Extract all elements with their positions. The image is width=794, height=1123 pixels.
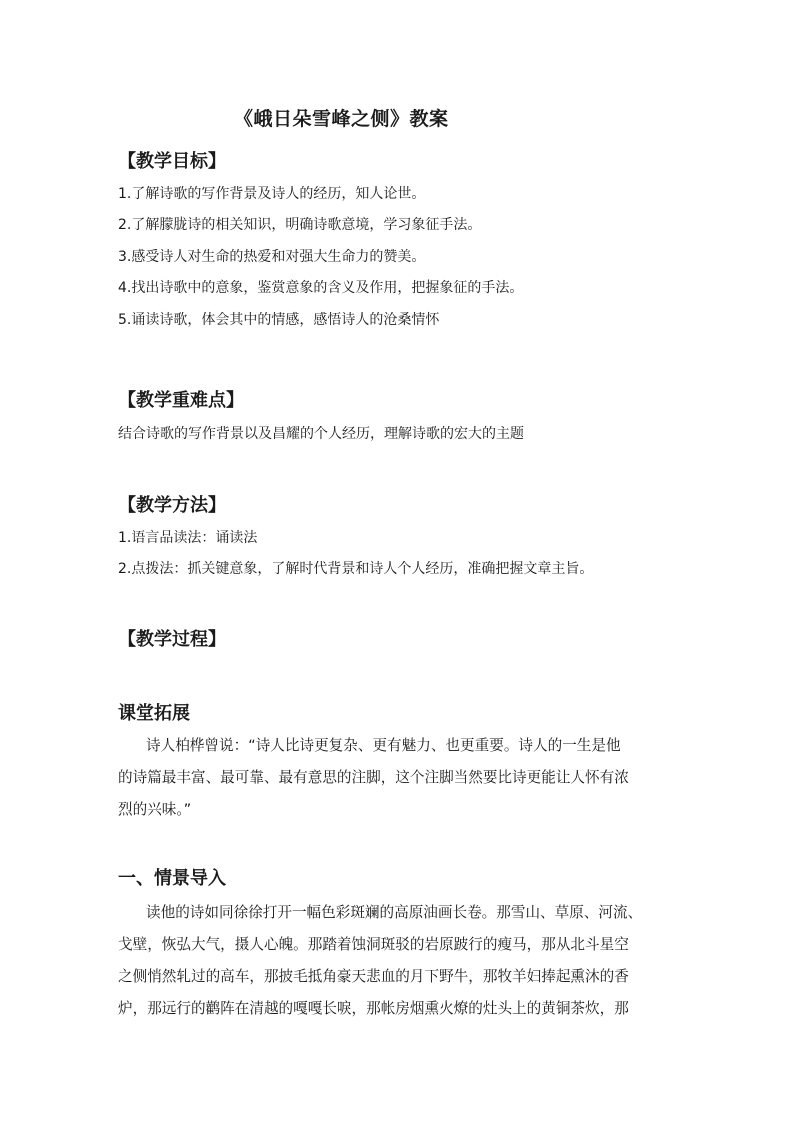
objective-item: 3.感受诗人对生命的热爱和对强大生命力的赞美。 — [118, 249, 426, 265]
intro-line: 炉，那远行的鹳阵在清越的嘎嘎长唳，那帐房烟熏火燎的灶头上的黄铜茶炊，那 — [118, 1000, 629, 1017]
key-points-text: 结合诗歌的写作背景以及昌耀的个人经历，理解诗歌的宏大的主题 — [118, 426, 524, 442]
extension-line: 烈的兴味。” — [118, 801, 192, 818]
methods-heading: 【教学方法】 — [118, 495, 226, 516]
objectives-heading: 【教学目标】 — [118, 151, 226, 172]
process-heading: 【教学过程】 — [118, 629, 226, 650]
document-title: 《峨日朵雪峰之侧》教案 — [234, 108, 449, 130]
intro-line: 读他的诗如同徐徐打开一幅色彩斑斓的高原油画长卷。那雪山、草原、河流、 — [146, 904, 643, 921]
extension-heading: 课堂拓展 — [118, 703, 190, 724]
objective-item: 2.了解朦胧诗的相关知识，明确诗歌意境，学习象征手法。 — [118, 217, 482, 233]
intro-heading: 一、情景导入 — [118, 868, 226, 889]
objective-item: 5.诵读诗歌，体会其中的情感，感悟诗人的沧桑情怀 — [118, 312, 440, 328]
method-item: 1.语言品读法：诵读法 — [118, 530, 258, 546]
objective-item: 4.找出诗歌中的意象，鉴赏意象的含义及作用，把握象征的手法。 — [118, 280, 524, 296]
key-points-heading: 【教学重难点】 — [118, 390, 244, 411]
method-item: 2.点拨法：抓关键意象，了解时代背景和诗人个人经历，准确把握文章主旨。 — [118, 561, 594, 577]
intro-line: 戈壁，恢弘大气，摄人心魄。那踏着蚀洞斑驳的岩原跛行的瘦马，那从北斗星空 — [118, 936, 629, 953]
intro-line: 之侧悄然轧过的高车，那披毛抵角豪天悲血的月下野牛，那牧羊妇捧起熏沐的香 — [118, 968, 629, 985]
objective-item: 1.了解诗歌的写作背景及诗人的经历，知人论世。 — [118, 186, 426, 202]
extension-line: 的诗篇最丰富、最可靠、最有意思的注脚，这个注脚当然要比诗更能让人怀有浓 — [118, 769, 629, 786]
extension-line: 诗人柏桦曾说：“诗人比诗更复杂、更有魅力、也更重要。诗人的一生是他 — [146, 737, 621, 754]
